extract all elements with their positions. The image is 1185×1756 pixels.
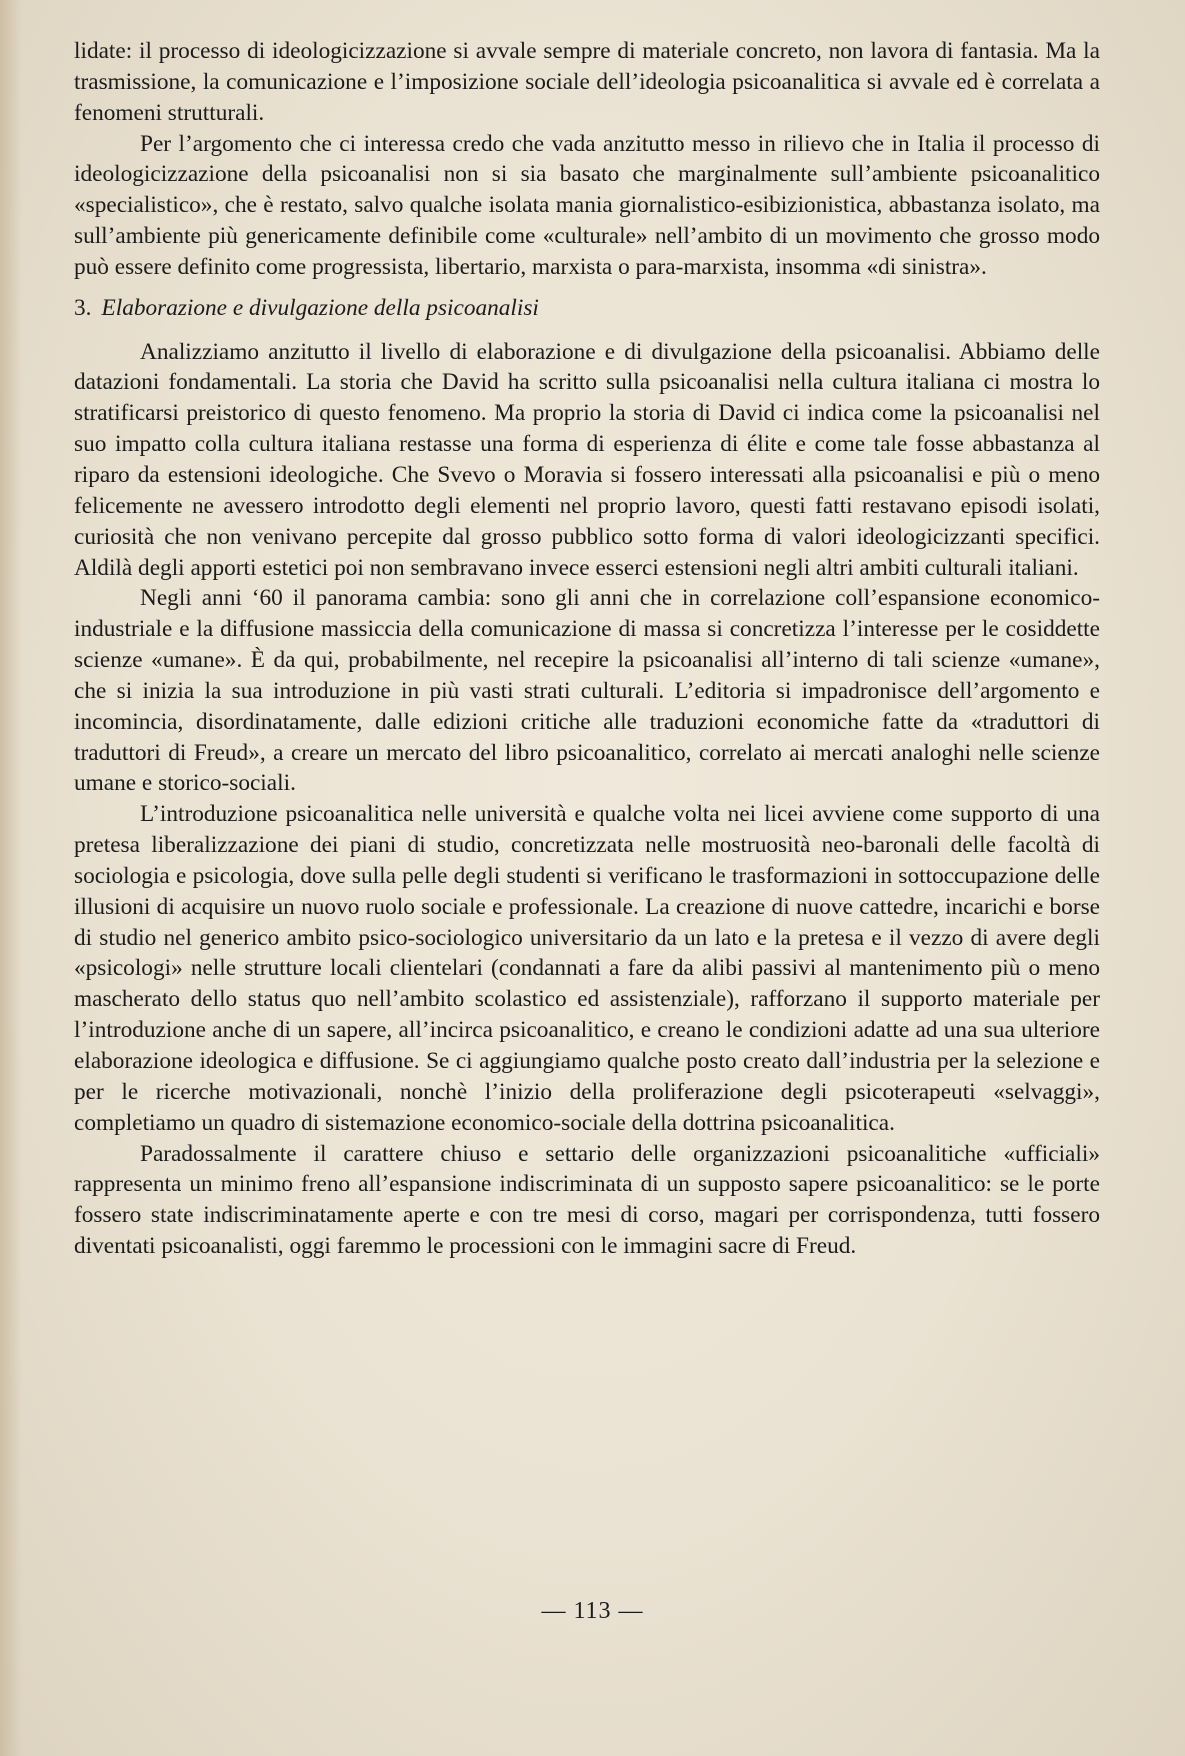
paragraph-continuation: lidate: il processo di ideologicizzazione si avvale sempre di materiale concreto, non lavora di fantasia. Ma la trasmissione, la comunicazione e l’imposizione sociale dell’ideologia psicoanalitica si avvale ed è correlata a fenomeni strutturali.	[74, 38, 1100, 126]
paragraph-anni-60: Negli anni ‘60 il panorama cambia: sono gli anni che in correlazione coll’espansione economico-industriale e la diffusione massiccia della comunicazione di massa si concretizza l’interesse per le cosiddette scienze «umane». È da qui, probabilmente, nel recepire la psicoanalisi all’interno di tali scienze «umane», che si inizia la sua introduzione in più vasti strati culturali. L’editoria si impadronisce dell’argomento e incomincia, disordinatamente, dalle edizioni critiche alle traduzioni economiche fatte da «traduttori di traduttori di Freud», a creare un mercato del libro psicoanalitico, correlato ai mercati analoghi nelle scienze umane e storico-sociali.	[74, 585, 1100, 797]
page-shadow-edge	[0, 0, 22, 1756]
paragraph-paradossalmente: Paradossalmente il carattere chiuso e settario delle organizzazioni psicoanalitiche «ufficiali» rappresenta un minimo freno all’espansione indiscriminata di un supposto sapere psicoanalitico: se le porte fossero state indiscriminatamente aperte e con tre mesi di corso, magari per corrispondenza, tutti fossero diventati psicoanalisti, oggi faremmo le processioni con le immagini sacre di Freud.	[74, 1140, 1100, 1260]
paragraph-elaborazione: Analizziamo anzitutto il livello di elaborazione e di divulgazione della psicoanalisi. Abbiamo delle datazioni fondamentali. La storia che David ha scritto sulla psicoanalisi nella cultura italiana ci mostra lo stratificarsi preistorico di questo fenomeno. Ma proprio la storia di David ci indica come la psicoanalisi nel suo impatto colla cultura italiana restasse una forma di esperienza di élite e come tale fosse abbastanza al riparo da estensioni ideologiche. Che Svevo o Moravia si fossero interessati alla psicoanalisi e più o meno felicemente ne avessero introdotto degli elementi nel proprio lavoro, questi fatti restavano episodi isolati, curiosità che non venivano percepite dal grosso pubblico sotto forma di valori ideologicizzanti specifici. Aldilà degli apporti estetici poi non sembravano invece esserci estensioni negli altri ambiti culturali italiani.	[74, 338, 1100, 581]
page-number: — 113 —	[541, 1598, 644, 1624]
section-heading	[74, 293, 1100, 324]
body-text	[74, 36, 1100, 1262]
paragraph-universita: L’introduzione psicoanalitica nelle università e qualche volta nei licei avviene come supporto di una pretesa liberalizzazione dei piani di studio, concretizzata nelle mostruosità neo-baronali delle facoltà di sociologia e psicologia, dove sulla pelle degli studenti si verificano le trasformazioni in sottoccupazione delle illusioni di acquisire un nuovo ruolo sociale e professionale. La creazione di nuove cattedre, incarichi e borse di studio nel generico ambito psico-sociologico universitario da un lato e la pretesa e il vezzo di avere degli «psicologi» nelle strutture locali clientelari (condannati a fare da alibi passivi al mantenimento più o meno mascherato dello status quo nell’ambito scolastico ed assistenziale), rafforzano il supporto materiale per l’introduzione anche di un sapere, all’incirca psicoanalitico, e creano le condizioni adatte ad una sua ulteriore elaborazione ideologica e diffusione. Se ci aggiungiamo qualche posto creato dall’industria per la selezione e per le ricerche motivazionali, nonchè l’inizio della proliferazione degli psicoterapeuti «selvaggi», completiamo un quadro di sistemazione economico-sociale della dottrina psicoanalitica.	[74, 801, 1100, 1136]
section-number: 3.	[74, 294, 92, 321]
section-title: Elaborazione e divulgazione della psicoanalisi	[101, 294, 539, 321]
paragraph-argument: Per l’argomento che ci interessa credo che vada anzitutto messo in rilievo che in Italia il processo di ideologicizzazione della psicoanalisi non si sia basato che marginalmente sull’ambiente psicoanalitico «specialistico», che è restato, salvo qualche isolata mania giornalistico-esibizionistica, abbastanza isolato, ma sull’ambiente più genericamente definibile come «culturale» nell’ambito di un movimento che grosso modo può essere definito come progressista, libertario, marxista o para-marxista, insomma «di sinistra».	[74, 130, 1100, 280]
